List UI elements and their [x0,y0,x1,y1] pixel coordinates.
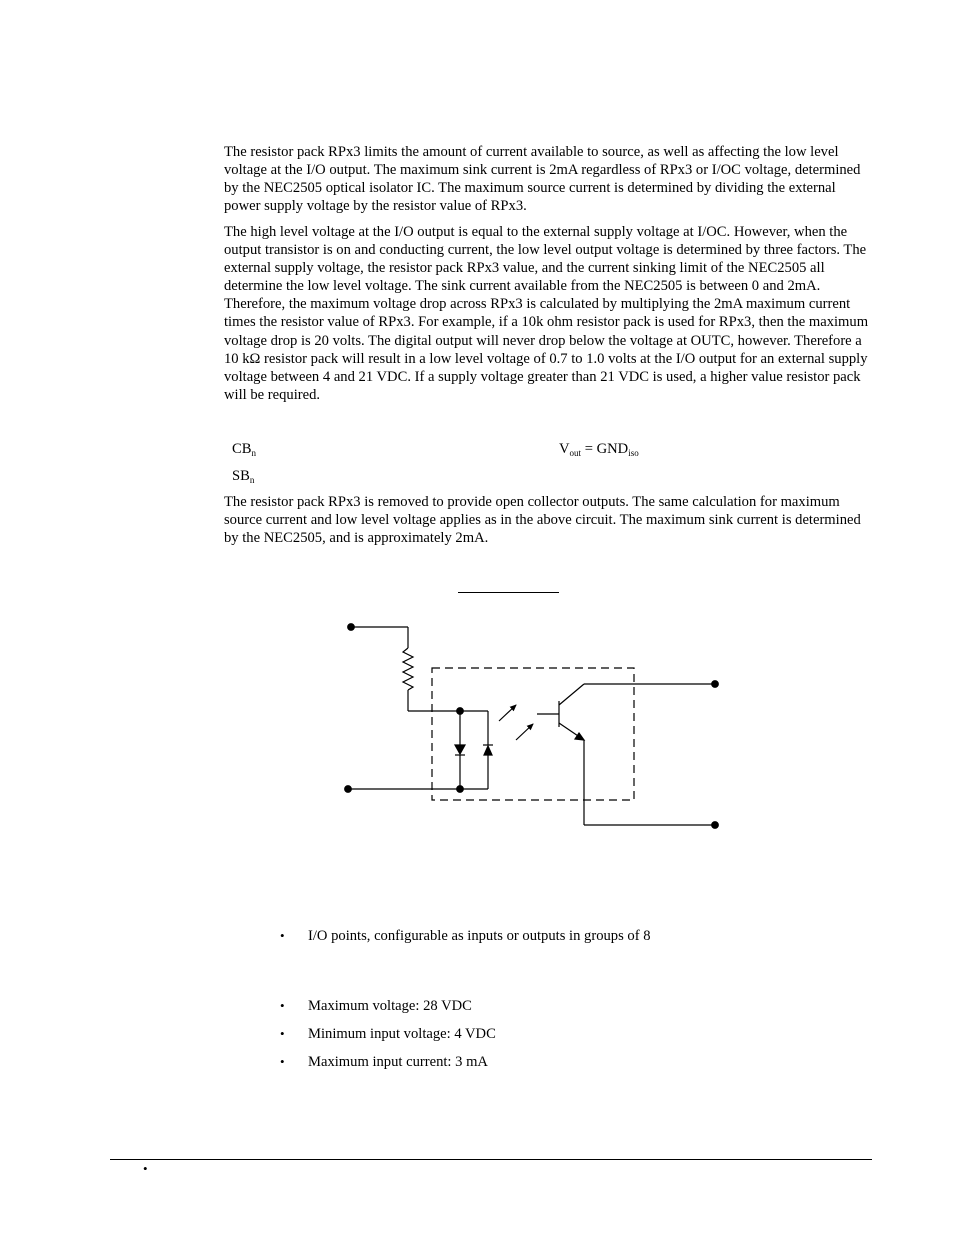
bullet-icon: • [280,1026,285,1041]
footer-divider [110,1159,872,1160]
paragraph-high-level-voltage: The high level voltage at the I/O output is equal to the external supply voltage at I/OC. However, when the output transistor is on and conducting current, the low level output voltage is determined by three factors. The external supply voltage, the resistor pack RPx3 value, and the current sinking limit of the NEC2505 all determine the low level voltage. The sink current available from the NEC2505 is between 0 and 2mA. Therefore, the maximum voltage drop across RPx3 is calculated by multiplying the 2mA maximum current times the resistor value of RPx3. For example, if a 10k ohm resistor pack is used for RPx3, then the maximum voltage drop is 20 volts. The digital output will never drop below the voltage at OUTC, however. Therefore a 10 kΩ resistor pack will result in a low level voltage of 0.7 to 1.0 volts at the I/O output for an external supply voltage between 4 and 21 VDC. If a supply voltage greater than 21 VDC is used, a higher value resistor pack will be required. [224,224,869,403]
input-terminal-top [348,624,408,648]
bullet-icon: • [280,1054,285,1069]
label-vout-equation: $V_{out} = GND_{iso}$ [559,441,639,458]
list-item-text: Maximum input current: 3 mA [308,1054,488,1070]
optical-coupling-arrows [499,705,533,740]
led-diode-pair [455,711,493,789]
list-item-text: I/O points, configurable as inputs or outputs in groups of 8 [308,928,651,944]
footer-bullet-icon: • [143,1161,148,1176]
optoisolator-package-outline [432,668,634,800]
phototransistor-symbol [537,684,584,740]
label-sb: $SB_n$ [232,468,255,485]
output-terminal-top [584,681,718,688]
list-item-text: Maximum voltage: 28 VDC [308,998,472,1014]
resistor-symbol [403,648,413,690]
output-terminal-bottom [584,740,718,828]
paragraph-open-collector: The resistor pack RPx3 is removed to provide open collector outputs. The same calculation for maximum source current and low level voltage applies as in the above circuit. The maximum sink current is determined by the NEC2505, and is approximately 2mA. [224,494,861,547]
input-terminal-bottom [345,786,488,793]
paragraph-resistor-pack-limits: The resistor pack RPx3 limits the amount of current available to source, as well as affecting the low level voltage at the I/O output. The maximum sink current is 2mA regardless of RPx3 or I/OC voltage, determined by the NEC2505 optical isolator IC. The maximum source current is determined by dividing the external power supply voltage by the resistor value of RPx3. [224,144,861,215]
bullet-icon: • [280,998,285,1013]
bullet-icon: • [280,928,285,943]
label-cb: $CB_n$ [232,441,256,458]
list-item-text: Minimum input voltage: 4 VDC [308,1026,496,1042]
